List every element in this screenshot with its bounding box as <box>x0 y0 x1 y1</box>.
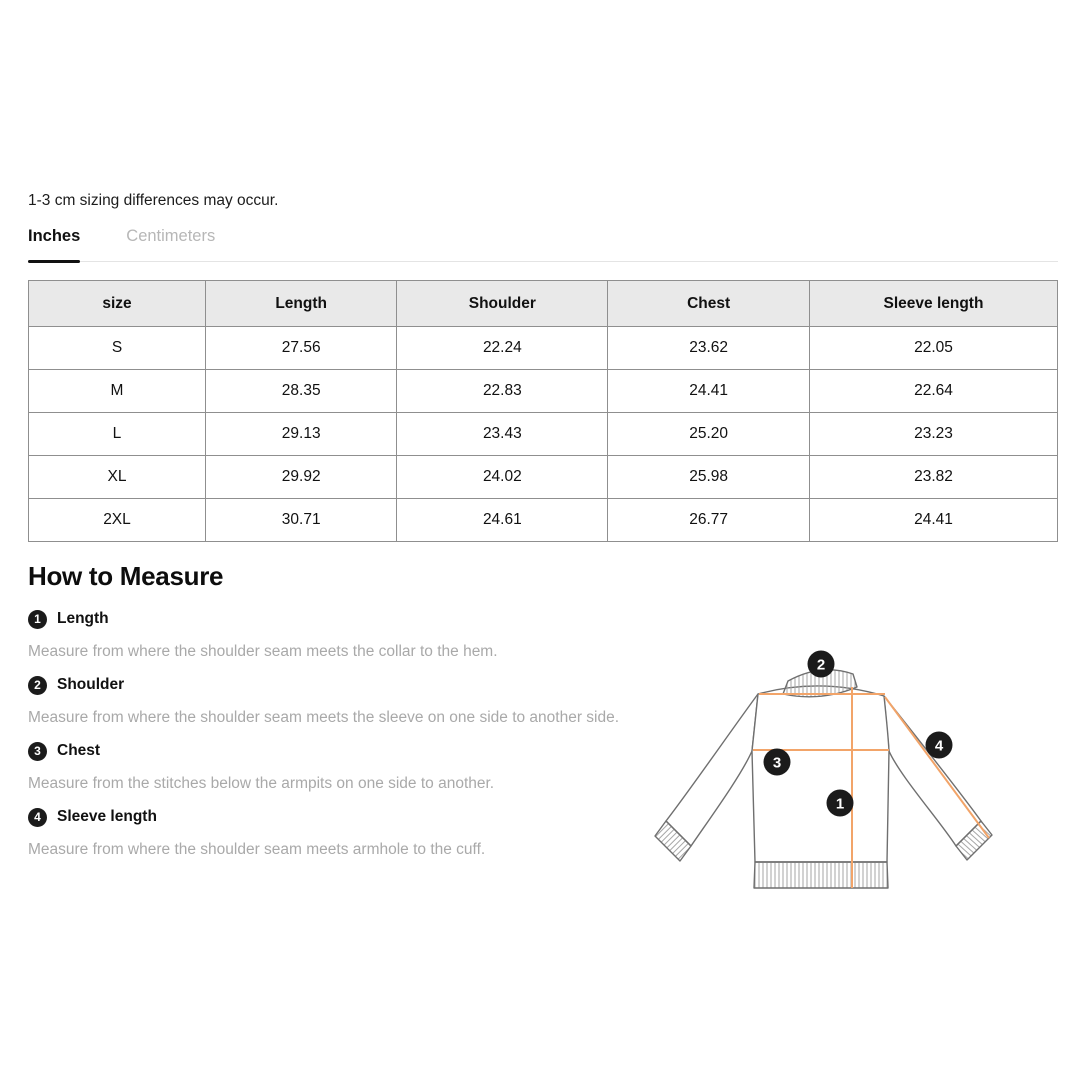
cell-chest: 26.77 <box>608 499 810 542</box>
cell-size: S <box>29 327 206 370</box>
cell-size: M <box>29 370 206 413</box>
marker-1 <box>827 790 854 817</box>
col-header-length: Length <box>205 281 396 327</box>
measure-item-shoulder <box>28 675 688 728</box>
measure-list <box>28 609 688 860</box>
marker-4 <box>926 732 953 759</box>
cell-chest: 25.20 <box>608 413 810 456</box>
right-sleeve <box>884 696 981 846</box>
cell-sleeve: 23.82 <box>809 456 1057 499</box>
number-4-badge: 4 <box>28 808 47 827</box>
col-header-shoulder: Shoulder <box>397 281 608 327</box>
how-to-measure-title: How to Measure <box>28 561 224 591</box>
measure-item-sleeve-length <box>28 807 688 860</box>
sizing-disclaimer: 1-3 cm sizing differences may occur. <box>28 192 279 209</box>
cell-size: XL <box>29 456 206 499</box>
col-header-size: size <box>29 281 206 327</box>
sweater-measurement-illustration <box>645 635 1045 925</box>
table-row-l <box>29 413 1058 456</box>
hem-band <box>754 862 888 888</box>
measure-label: Length <box>57 610 109 627</box>
cell-shoulder: 22.83 <box>397 370 608 413</box>
cell-length: 28.35 <box>205 370 396 413</box>
tab-centimeters[interactable]: Centimeters <box>126 227 215 261</box>
measure-description: Measure from where the shoulder seam meets armhole to the cuff. <box>28 841 486 858</box>
marker-2 <box>808 651 835 678</box>
cell-shoulder: 24.61 <box>397 499 608 542</box>
left-sleeve <box>666 694 758 846</box>
measure-label: Sleeve length <box>57 808 157 825</box>
col-header-sleeve-length: Sleeve length <box>809 281 1057 327</box>
unit-tabs <box>28 227 1058 262</box>
measure-description: Measure from where the shoulder seam meets the sleeve on one side to another side. <box>28 709 620 726</box>
tab-inches[interactable]: Inches <box>28 227 80 261</box>
cell-chest: 23.62 <box>608 327 810 370</box>
size-table-header-row <box>29 281 1058 327</box>
cell-sleeve: 24.41 <box>809 499 1057 542</box>
table-row-2xl <box>29 499 1058 542</box>
cell-sleeve: 23.23 <box>809 413 1057 456</box>
number-2-badge: 2 <box>28 676 47 695</box>
table-row-m <box>29 370 1058 413</box>
number-1-badge: 1 <box>28 610 47 629</box>
measure-label: Chest <box>57 742 101 759</box>
cell-length: 29.13 <box>205 413 396 456</box>
size-table <box>28 280 1058 542</box>
cell-size: L <box>29 413 206 456</box>
col-header-chest: Chest <box>608 281 810 327</box>
measure-description: Measure from where the shoulder seam meets the collar to the hem. <box>28 643 498 660</box>
svg-text:1: 1 <box>835 795 845 813</box>
marker-3 <box>764 749 791 776</box>
cell-sleeve: 22.64 <box>809 370 1057 413</box>
measure-label: Shoulder <box>57 676 125 693</box>
svg-text:4: 4 <box>934 737 944 755</box>
measure-description: Measure from the stitches below the armpits on one side to another. <box>28 775 495 792</box>
cell-length: 29.92 <box>205 456 396 499</box>
cell-shoulder: 24.02 <box>397 456 608 499</box>
table-row-xl <box>29 456 1058 499</box>
cell-length: 30.71 <box>205 499 396 542</box>
svg-text:2: 2 <box>816 656 826 674</box>
measure-item-chest <box>28 741 688 794</box>
cell-shoulder: 22.24 <box>397 327 608 370</box>
svg-text:3: 3 <box>772 754 782 772</box>
cell-shoulder: 23.43 <box>397 413 608 456</box>
measure-item-length <box>28 609 688 662</box>
cell-size: 2XL <box>29 499 206 542</box>
cell-sleeve: 22.05 <box>809 327 1057 370</box>
table-row-s <box>29 327 1058 370</box>
number-3-badge: 3 <box>28 742 47 761</box>
cell-chest: 25.98 <box>608 456 810 499</box>
cell-chest: 24.41 <box>608 370 810 413</box>
cell-length: 27.56 <box>205 327 396 370</box>
